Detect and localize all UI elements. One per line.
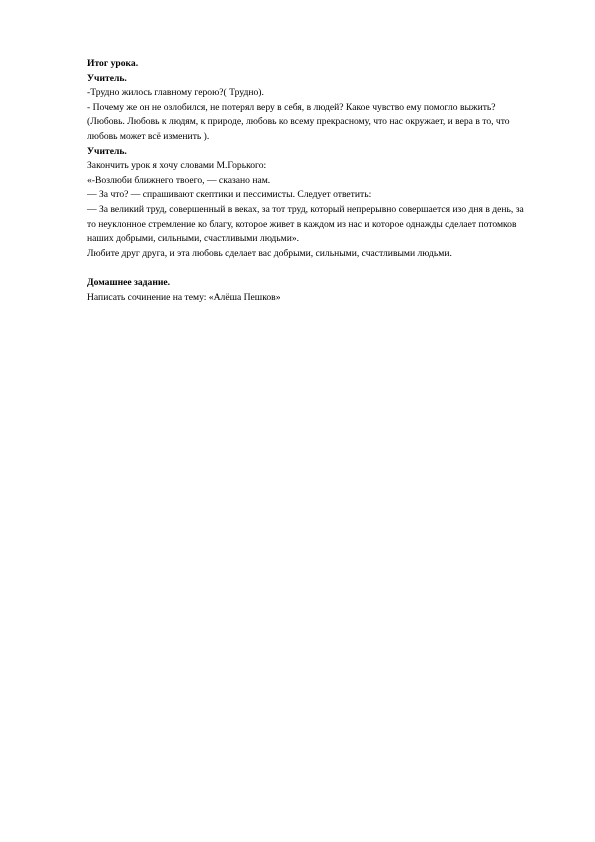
teacher-label: Учитель. <box>87 145 127 157</box>
quote-line: — За великий труд, совершенный в веках, за тот труд, который непрерывно совершается изо дня в день, за то неуклонное стремление ко благу, которое живет в каждом из нас и которое однажды сделает потомков наших добрыми, сильными, счастливыми людьми». <box>87 203 524 245</box>
paragraph: -Трудно жилось главному герою?( Трудно). <box>87 87 264 99</box>
paragraph: - Почему же он не озлобился, не потерял веру в себя, в людей? Какое чувство ему помогло выжить? (Любовь. Любовь к людям, к природе, любовь ко всему прекрасному, что нас окружает, и вера в то, что любовь может всё изменить ). <box>87 101 510 142</box>
quote-line: — За что? — спрашивают скептики и пессимисты. Следует ответить: <box>87 189 372 201</box>
paragraph: Закончить урок я хочу словами М.Горького: <box>87 160 267 172</box>
spacer <box>87 261 527 276</box>
lesson-summary-heading: Итог урока. <box>87 58 139 69</box>
teacher-label: Учитель. <box>87 72 127 84</box>
paragraph: Любите друг друга, и эта любовь сделает вас добрыми, сильными, счастливыми людьми. <box>87 247 452 259</box>
quote-line: «-Возлюби ближнего твоего, — сказано нам. <box>87 174 271 186</box>
homework-heading: Домашнее задание. <box>87 276 171 288</box>
homework-text: Написать сочинение на тему: «Алёша Пешков» <box>87 291 281 303</box>
document-body <box>87 57 527 305</box>
